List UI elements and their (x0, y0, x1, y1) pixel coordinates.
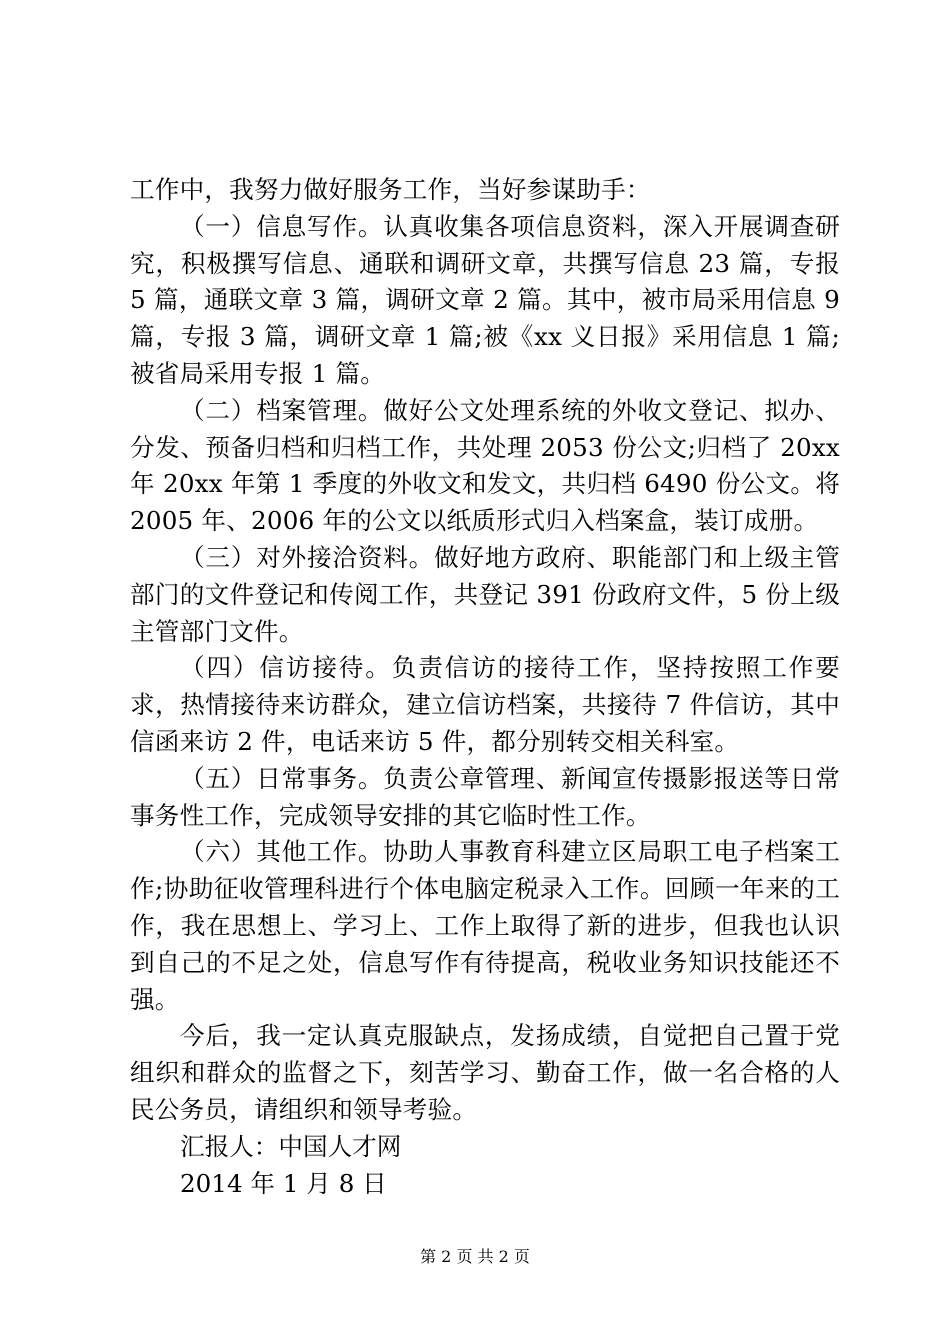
report-date: 2014 年 1 月 8 日 (180, 1168, 387, 1198)
paragraph-information-writing: （一）信息写作。认真收集各项信息资料，深入开展调查研究，积极撰写信息、通联和调研文章，共撰写信息 23 篇，专报 5 篇，通联文章 3 篇，调研文章 2 篇。其中，被市局采用信息 9 篇，专报 3 篇，调研文章 1 篇;被《xx 义日报》采用信息 1 篇;被省局采用专报 1 篇。 (130, 211, 840, 388)
reporter-signature: 汇报人：中国人才网 (180, 1131, 402, 1161)
paragraph-petition-reception: （四）信访接待。负责信访的接待工作，坚持按照工作要求，热情接待来访群众，建立信访档案，共接待 7 件信访，其中信函来访 2 件，电话来访 5 件，都分别转交相关科室。 (130, 653, 840, 756)
document-body (130, 172, 840, 1202)
paragraph-intro: 工作中，我努力做好服务工作，当好参谋助手： (130, 175, 651, 204)
paragraph-external-liaison: （三）对外接洽资料。做好地方政府、职能部门和上级主管部门的文件登记和传阅工作，共登记 391 份政府文件，5 份上级主管部门文件。 (130, 542, 840, 646)
paragraph-other-work: （六）其他工作。协助人事教育科建立区局职工电子档案工作;协助征收管理科进行个体电脑定税录入工作。回顾一年来的工作，我在思想上、学习上、工作上取得了新的进步，但我也认识到自己的不足之处，信息写作有待提高，税收业务知识技能还不强。 (130, 837, 840, 1014)
paragraph-archive-management: （二）档案管理。做好公文处理系统的外收文登记、拟办、分发、预备归档和归档工作，共处理 2053 份公文;归档了 20xx 年 20xx 年第 1 季度的外收文和发文，共归档 6490 份公文。将 2005 年、2006 年的公文以纸质形式归入档案盒，装订成册。 (130, 395, 840, 536)
paragraph-conclusion: 今后，我一定认真克服缺点，发扬成绩，自觉把自己置于党组织和群众的监督之下，刻苦学习、勤奋工作，做一名合格的人民公务员，请组织和领导考验。 (130, 1021, 840, 1124)
page-footer: 第 2 页 共 2 页 (420, 1247, 530, 1266)
paragraph-daily-affairs: （五）日常事务。负责公章管理、新闻宣传摄影报送等日常事务性工作，完成领导安排的其它临时性工作。 (130, 763, 840, 830)
